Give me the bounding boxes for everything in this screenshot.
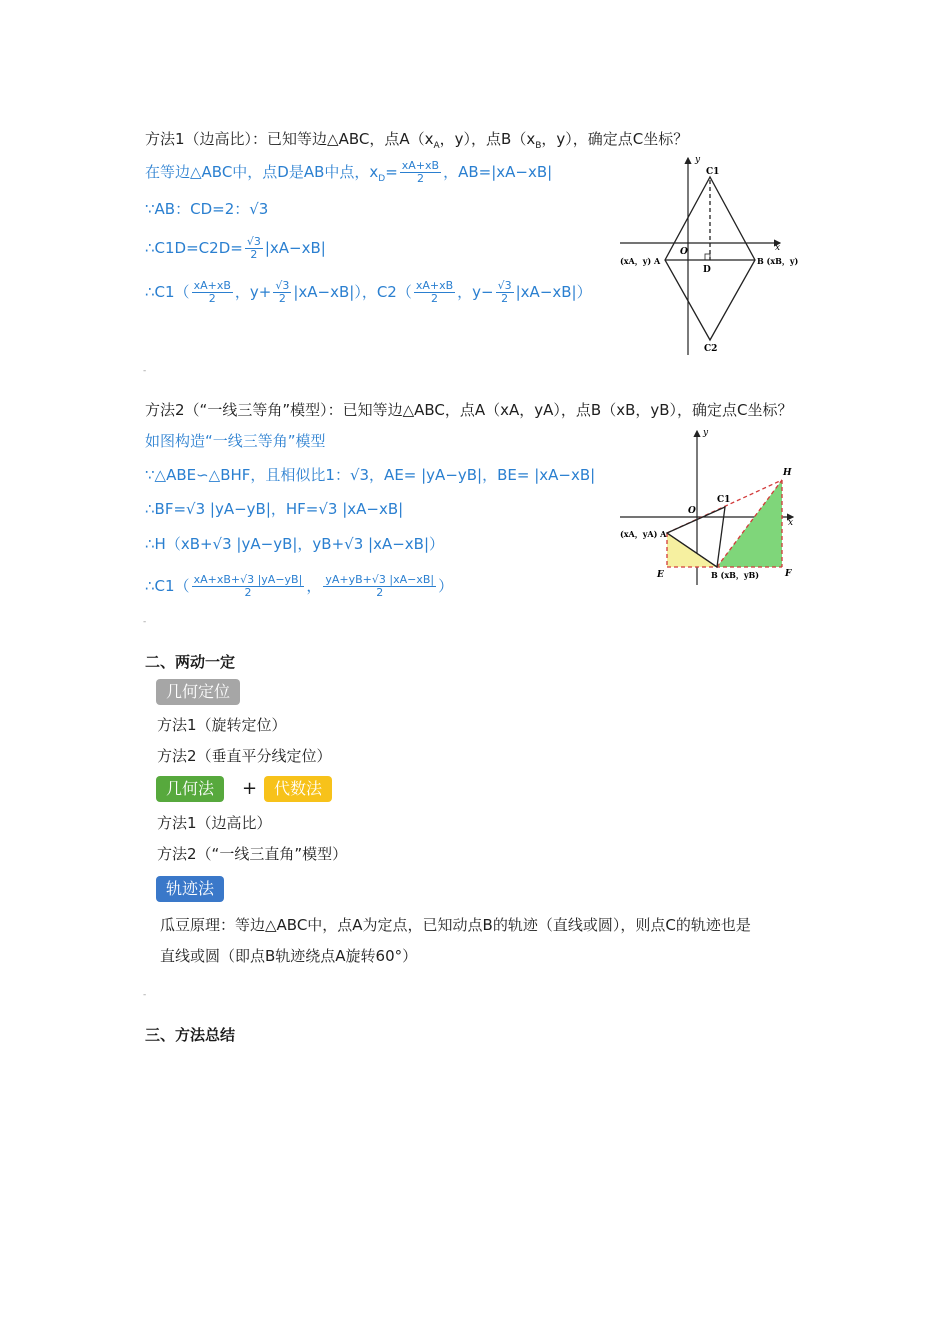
section2-method1: 方法1（旋转定位） [157, 716, 287, 734]
method2-line2: ∵△ABE∽△BHF，且相似比1：√3，AE= |yA−yB|，BE= |xA−xB| [145, 466, 596, 484]
a-label: (xA，y) A [620, 256, 661, 266]
section2-para-line2: 直线或圆（即点B轨迹绕点A旋转60°） [160, 947, 418, 965]
plus-sign: + [242, 778, 258, 799]
section2-para-line1: 瓜豆原理：等边△ABC中，点A为定点，已知动点B的轨迹（直线或圆），则点C的轨迹也是 [160, 916, 751, 934]
badge-algebra-method: 代数法 [264, 776, 332, 802]
y-label: y [703, 428, 709, 438]
section2-method3: 方法1（边高比） [157, 814, 272, 832]
section2-method2: 方法2（垂直平分线定位） [157, 747, 332, 765]
a-label: (xA，yA) A [620, 529, 667, 539]
figure-2-one-line-three-angles [615, 425, 800, 590]
y-label: y [695, 155, 701, 165]
method1-title: 方法1（边高比）：已知等边△ABC，点$A(x_A$，y），点$B(x_B$，y），确定点C坐标？ [145, 130, 689, 151]
method1-line1: 在等边△ABC中，点D是AB中点，$x_D=$ $\frac{xA+xB}{2}$ ，AB=|xA−xB| [145, 159, 553, 185]
paragraph-mark: - [143, 617, 147, 627]
badge-locus-method: 轨迹法 [156, 876, 224, 902]
method1-line4: ∴C1（ $\frac{xA+xB}{2}$ ，y+ $\frac{√3}{2}$ |xA−xB|），C2（ $\frac{xA+xB}{2}$ ，y− $\frac{√3}{2}$ |xA−xB|） [145, 279, 592, 305]
origin-label: O [680, 247, 688, 257]
section3-heading: 三、方法总结 [145, 1026, 236, 1044]
method2-line3: ∴BF=√3 |yA−yB|，HF=√3 |xA−xB| [145, 500, 404, 518]
f-label: F [785, 569, 792, 579]
section2-heading: 二、两动一定 [145, 653, 236, 671]
b-label: B (xB，y) [757, 256, 799, 266]
fraction: $\frac{xA+xB}{2}$ [401, 159, 440, 185]
method1-line2: ∵AB：CD=2：√3 [145, 200, 269, 218]
e-label: E [657, 570, 664, 580]
section2-method4: 方法2（“一线三直角”模型） [157, 845, 348, 863]
x-label: x [788, 518, 794, 528]
method2-line4: ∴H（xB+√3 |yA−yB|，yB+√3 |xA−xB|） [145, 535, 444, 553]
method2-title: 方法2（“一线三等角”模型）：已知等边△ABC，点A（xA，yA），点B（xB，yB），确定点C坐标？ [145, 401, 793, 419]
c1-label: C1 [717, 495, 731, 505]
x-label: x [775, 243, 781, 253]
origin-label: O [688, 506, 696, 516]
h-label: H [783, 468, 792, 478]
badge-geometric-positioning: 几何定位 [156, 679, 240, 705]
method2-line5: ∴C1（ $\frac{xA+xB+√3 |yA-yB|}{2}$ ， $\frac{yA+yB+√3 |xA-xB|}{2}$ ） [145, 573, 454, 599]
d-label: D [703, 265, 711, 275]
fraction: $\frac{√3}{2}$ [246, 235, 261, 261]
fraction: $\frac{yA+yB+√3 |xA-xB|}{2}$ [325, 573, 435, 599]
fraction: $\frac{√3}{2}$ [497, 279, 512, 305]
method1-line3: ∴C1D=C2D= $\frac{√3}{2}$ |xA−xB| [145, 235, 326, 261]
c1-label: C1 [706, 167, 720, 177]
c2-label: C2 [704, 344, 718, 354]
fraction: $\frac{√3}{2}$ [275, 279, 290, 305]
right-angle-mark [705, 254, 710, 260]
fraction: $\frac{xA+xB}{2}$ [415, 279, 454, 305]
paragraph-mark: - [143, 990, 147, 1000]
fraction: $\frac{xA+xB+√3 |yA-yB|}{2}$ [193, 573, 303, 599]
b-label: B (xB，yB) [711, 570, 760, 580]
badge-geometry-method: 几何法 [156, 776, 224, 802]
figure-1-rhombus [615, 150, 805, 360]
paragraph-mark: - [143, 366, 147, 376]
fraction: $\frac{xA+xB}{2}$ [193, 279, 231, 305]
method2-line1: 如图构造“一线三等角”模型 [145, 432, 326, 450]
